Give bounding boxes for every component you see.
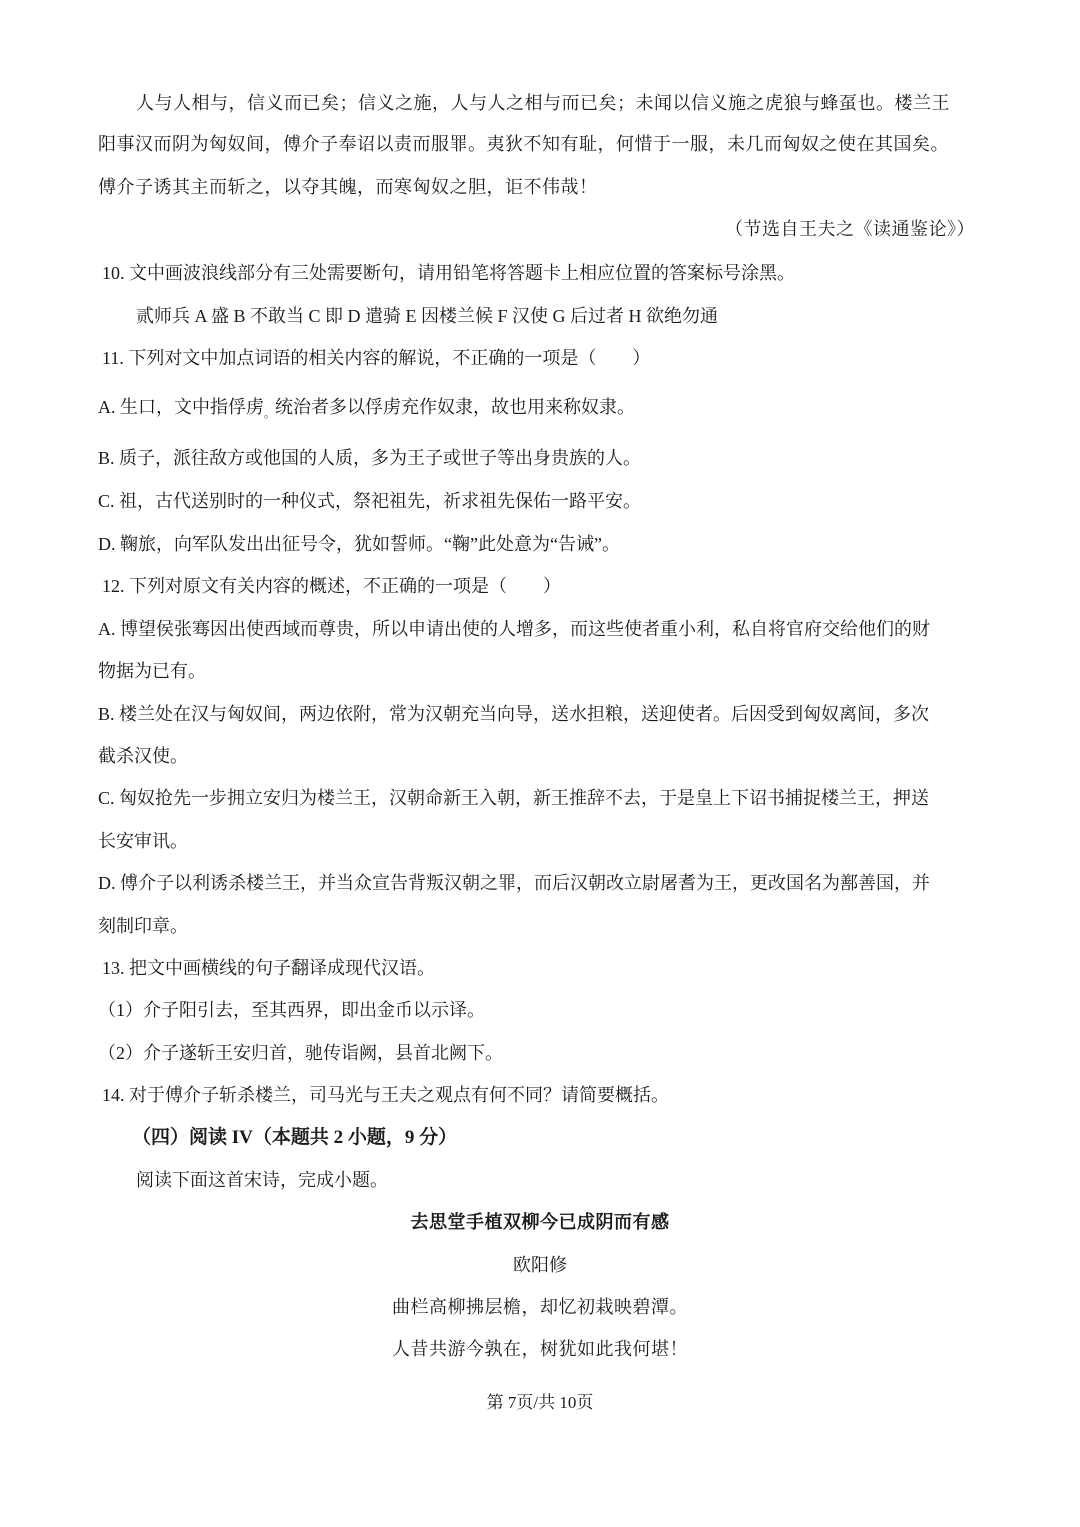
q10-text: 贰师兵 A 盛 B 不敢当 C 即 D 遣骑 E 因楼兰候 F 汉使 G 后过者 H 欲绝勿通 — [136, 306, 719, 326]
poem-author: 欧阳修 — [513, 1255, 567, 1275]
q14-stem: 14. 对于傅介子斩杀楼兰，司马光与王夫之观点有何不同？请简要概括。 — [102, 1085, 669, 1105]
q12-option-c-line2: 长安审讯。 — [98, 831, 188, 851]
poem-title: 去思堂手植双柳今已成阴而有感 — [410, 1212, 670, 1233]
poem-line-1: 曲栏高柳拂层檐，却忆初栽映碧潭。 — [392, 1297, 688, 1318]
section-4-intro: 阅读下面这首宋诗，完成小题。 — [136, 1170, 388, 1190]
q13-stem: 13. 把文中画横线的句子翻译成现代汉语。 — [102, 958, 435, 978]
q10-stem: 10. 文中画波浪线部分有三处需要断句，请用铅笔将答题卡上相应位置的答案标号涂黑。 — [102, 263, 795, 283]
q12-option-a-line1: A. 博望侯张骞因出使西域而尊贵，所以申请出使的人增多，而这些使者重小利，私自将官府交给他们的财 — [98, 619, 930, 639]
q12-option-a-line2: 物据为已有。 — [98, 661, 206, 681]
passage-line-1: 人与人相与，信义而已矣；信义之施，人与人之相与而已矣；未闻以信义施之虎狼与蜂虿也。楼兰王 — [136, 93, 950, 114]
passage-source: （节选自王夫之《读通鉴论》） — [725, 219, 975, 240]
q13-sentence-2: （2）介子遂斩王安归首，驰传诣阙，县首北阙下。 — [98, 1043, 503, 1063]
q12-option-d-line1: D. 傅介子以利诱杀楼兰王，并当众宣告背叛汉朝之罪，而后汉朝改立尉屠耆为王，更改国名为鄯善国，并 — [98, 873, 930, 893]
q11-option-c: C. 祖，古代送别时的一种仪式，祭祀祖先，祈求祖先保佑一路平安。 — [98, 491, 642, 511]
q12-option-d-line2: 刻制印章。 — [98, 916, 188, 936]
q11-option-b: B. 质子，派往敌方或他国的人质，多为王子或世子等出身贵族的人。 — [98, 448, 642, 468]
q11-stem: 11. 下列对文中加点词语的相关内容的解说，不正确的一项是（ ） — [102, 348, 651, 368]
q13-sentence-1: （1）介子阳引去，至其西界，即出金币以示译。 — [98, 1000, 485, 1020]
q11-option-a-part1: A. 生口，文中指俘虏 — [98, 397, 264, 417]
q12-option-b-line1: B. 楼兰处在汉与匈奴间，两边依附，常为汉朝充当向导，送水担粮，送迎使者。后因受到匈奴离间，多次 — [98, 704, 930, 724]
page-footer: 第 7页/共 10页 — [486, 1393, 594, 1412]
q12-option-b-line2: 截杀汉使。 — [98, 746, 188, 766]
q11-option-a — [98, 395, 635, 426]
passage-line-2: 阳事汉而阴为匈奴间，傅介子奉诏以责而服罪。夷狄不知有耻，何惜于一服，未几而匈奴之使在其国矣。 — [98, 134, 949, 155]
passage-line-3: 傅介子诱其主而斩之，以夺其魄，而寒匈奴之胆，讵不伟哉！ — [98, 177, 598, 198]
q11-option-a-dot: 。 — [264, 408, 275, 420]
q11-option-a-part2: 统治者多以俘虏充作奴隶，故也用来称奴隶。 — [275, 397, 635, 417]
poem-line-2: 人昔共游今孰在，树犹如此我何堪！ — [392, 1339, 688, 1360]
q12-option-c-line1: C. 匈奴抢先一步拥立安归为楼兰王，汉朝命新王入朝，新王推辞不去，于是皇上下诏书捕捉楼兰王，押送 — [98, 788, 930, 808]
q12-stem: 12. 下列对原文有关内容的概述，不正确的一项是（ ） — [102, 576, 561, 596]
section-4-heading: （四）阅读 IV（本题共 2 小题，9 分） — [132, 1127, 458, 1148]
q11-option-d: D. 鞠旅，向军队发出出征号令，犹如誓师。“鞠”此处意为“告诫”。 — [98, 534, 620, 554]
